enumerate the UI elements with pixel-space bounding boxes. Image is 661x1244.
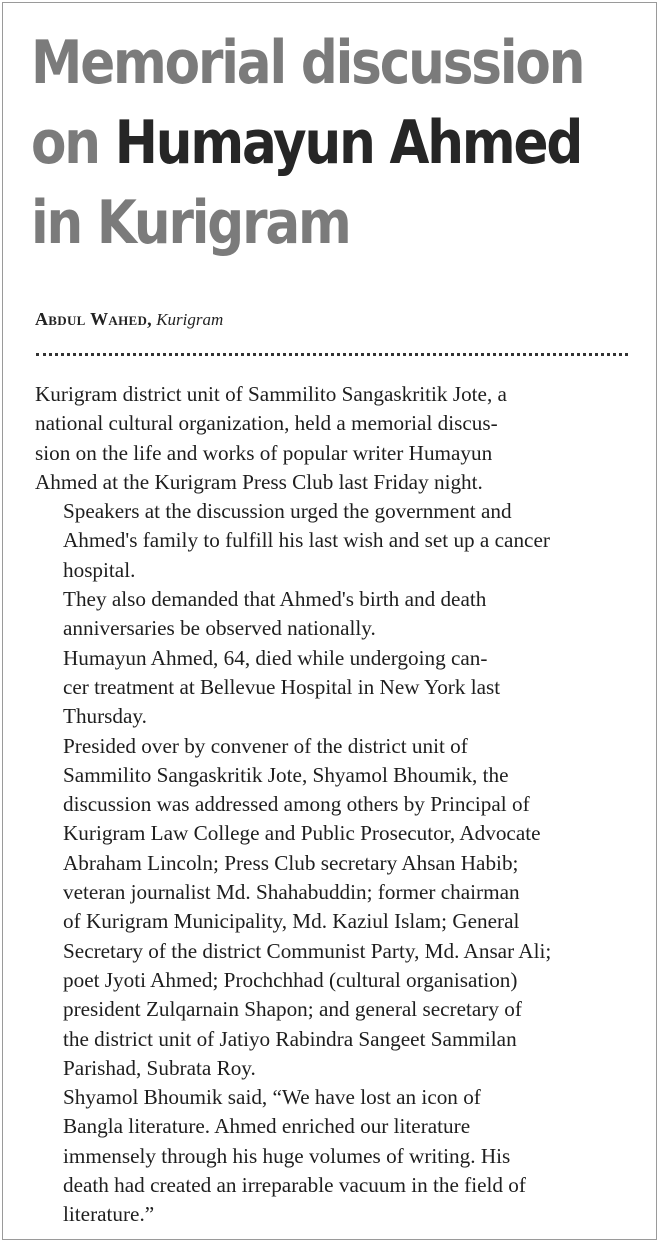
text-line: Parishad, Subrata Roy. (63, 1055, 256, 1080)
text-line: the district unit of Jatiyo Rabindra Sangeet Sammilan (63, 1026, 517, 1051)
text-line: national cultural organization, held a memorial discus- (35, 411, 498, 436)
text-line: of Kurigram Municipality, Md. Kaziul Islam; General (63, 909, 520, 934)
text-line: immensely through his huge volumes of writing. His (63, 1143, 511, 1168)
text-line: Kurigram Law College and Public Prosecutor, Advocate (63, 821, 541, 846)
text-line: poet Jyoti Ahmed; Prochchhad (cultural organisation) (63, 967, 518, 992)
text-line: Presided over by convener of the district unit of (63, 733, 468, 758)
headline-line-2-lead: on (31, 108, 115, 178)
text-line: Thursday. (63, 704, 147, 729)
text-line: Sammilito Sangaskritik Jote, Shyamol Bhoumik, the (63, 762, 509, 787)
paragraph-3 (35, 585, 633, 644)
headline-subject-name: Humayun Ahmed (114, 108, 582, 178)
text-line: Speakers at the discussion urged the government and (63, 499, 512, 524)
text-line: Abraham Lincoln; Press Club secretary Ahsan Habib; (63, 850, 519, 875)
paragraph-1 (35, 380, 633, 497)
text-line: literature.” (63, 1202, 155, 1227)
text-line: They also demanded that Ahmed's birth and death (63, 587, 487, 612)
headline-line-2 (31, 103, 582, 183)
paragraph-6 (35, 1083, 633, 1229)
text-line: Humayun Ahmed, 64, died while undergoing can- (63, 645, 488, 670)
byline-author: Abdul Wahed, (35, 309, 152, 329)
paragraph-5 (35, 732, 633, 1084)
text-line: death had created an irreparable vacuum in the field of (63, 1173, 526, 1198)
text-line: Ahmed at the Kurigram Press Club last Friday night. (35, 469, 483, 494)
article-body (35, 380, 633, 1230)
text-line: discussion was addressed among others by Principal of (63, 792, 530, 817)
text-line: cer treatment at Bellevue Hospital in New York last (63, 674, 501, 699)
text-line: hospital. (63, 557, 136, 582)
headline-line-1: Memorial discussion (31, 28, 584, 98)
text-line: veteran journalist Md. Shahabuddin; former chairman (63, 880, 520, 905)
text-line: Bangla literature. Ahmed enriched our literature (63, 1114, 471, 1139)
text-line: president Zulqarnain Shapon; and general secretary of (63, 997, 522, 1022)
byline-location: Kurigram (156, 310, 224, 329)
news-clipping (2, 2, 657, 1240)
text-line: anniversaries be observed nationally. (63, 616, 376, 641)
paragraph-4 (35, 644, 633, 732)
text-line: Kurigram district unit of Sammilito Sangaskritik Jote, a (35, 382, 507, 406)
text-line: Secretary of the district Communist Party, Md. Ansar Ali; (63, 938, 552, 963)
text-line: Ahmed's family to fulfill his last wish and set up a cancer (63, 528, 550, 553)
paragraph-2 (35, 497, 633, 585)
text-line: sion on the life and works of popular writer Humayun (35, 440, 493, 465)
headline (31, 23, 584, 263)
headline-line-3: in Kurigram (31, 188, 350, 258)
text-line: Shyamol Bhoumik said, “We have lost an icon of (63, 1085, 481, 1110)
dotted-divider (36, 353, 628, 356)
byline (35, 309, 223, 330)
